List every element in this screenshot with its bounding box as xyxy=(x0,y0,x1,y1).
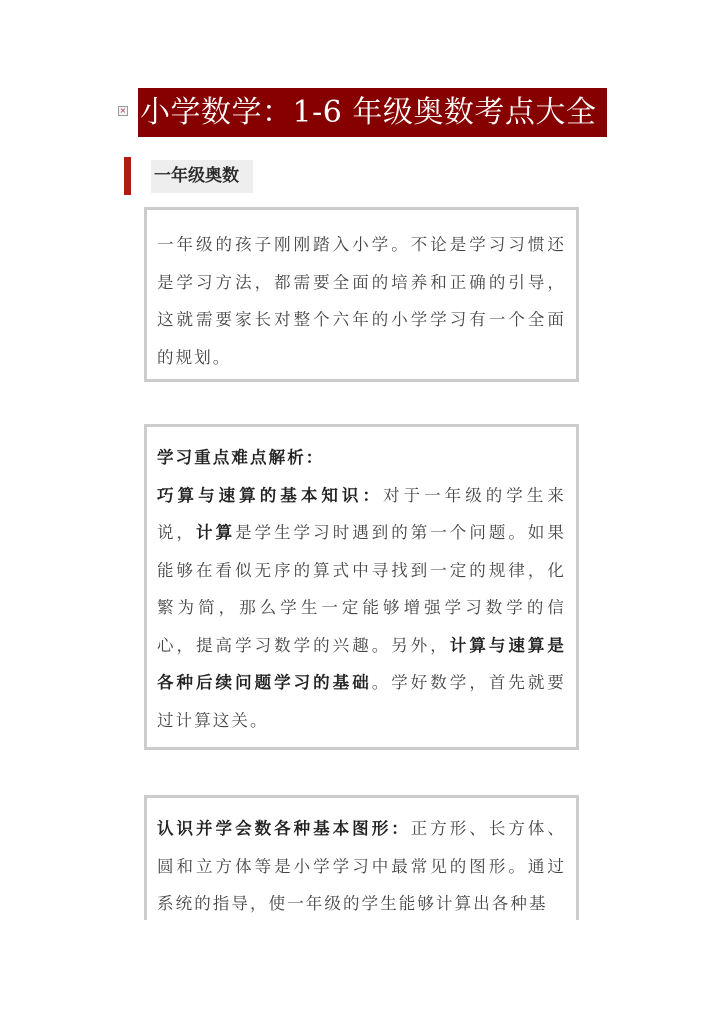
key-points-box xyxy=(144,424,579,750)
intro-paragraph: 一年级的孩子刚刚踏入小学。不论是学习习惯还是学习方法，都需要全面的培养和正确的引导，这就需要家长对整个六年的小学学习有一个全面的规划。 xyxy=(157,235,566,367)
item1-text-a: 对于一年级的学生来说， xyxy=(157,485,566,542)
shapes-box xyxy=(144,795,579,920)
shapes-text: 正方形、长方体、圆和立方体等是小学学习中最常见的图形。通过系统的指导，使一年级的学生能够计算出各种基 xyxy=(157,819,566,913)
item1-bold-b: 计算 xyxy=(196,523,236,542)
intro-box xyxy=(144,207,579,382)
broken-image-icon: × xyxy=(119,106,127,115)
key-points-heading xyxy=(157,439,566,477)
item1-label: 巧算与速算的基本知识： xyxy=(157,485,384,505)
key-points-heading-text: 学习重点难点解析： xyxy=(157,448,325,467)
item1-text-c: 是学生学习时遇到的第一个问题。如果能够在看似无序的算式中寻找到一定的规律，化繁为简，那么学生一定能够增强学习数学的信心，提高学习数学的兴趣。另外， xyxy=(157,523,567,655)
item1-bold-d: 计算与速算是各种后续问题学习的基础 xyxy=(157,635,566,692)
item1-text-e: 。学好数学，首先就要过计算这关。 xyxy=(157,673,566,730)
page-title: 小学数学：1-6 年级奥数考点大全 xyxy=(138,88,607,137)
shapes-label: 认识并学会数各种基本图形： xyxy=(157,819,411,838)
key-points-paragraph xyxy=(157,477,566,740)
shapes-paragraph xyxy=(157,810,566,923)
section-heading: 一年级奥数 xyxy=(151,160,253,193)
section-marker-bar xyxy=(124,157,131,195)
